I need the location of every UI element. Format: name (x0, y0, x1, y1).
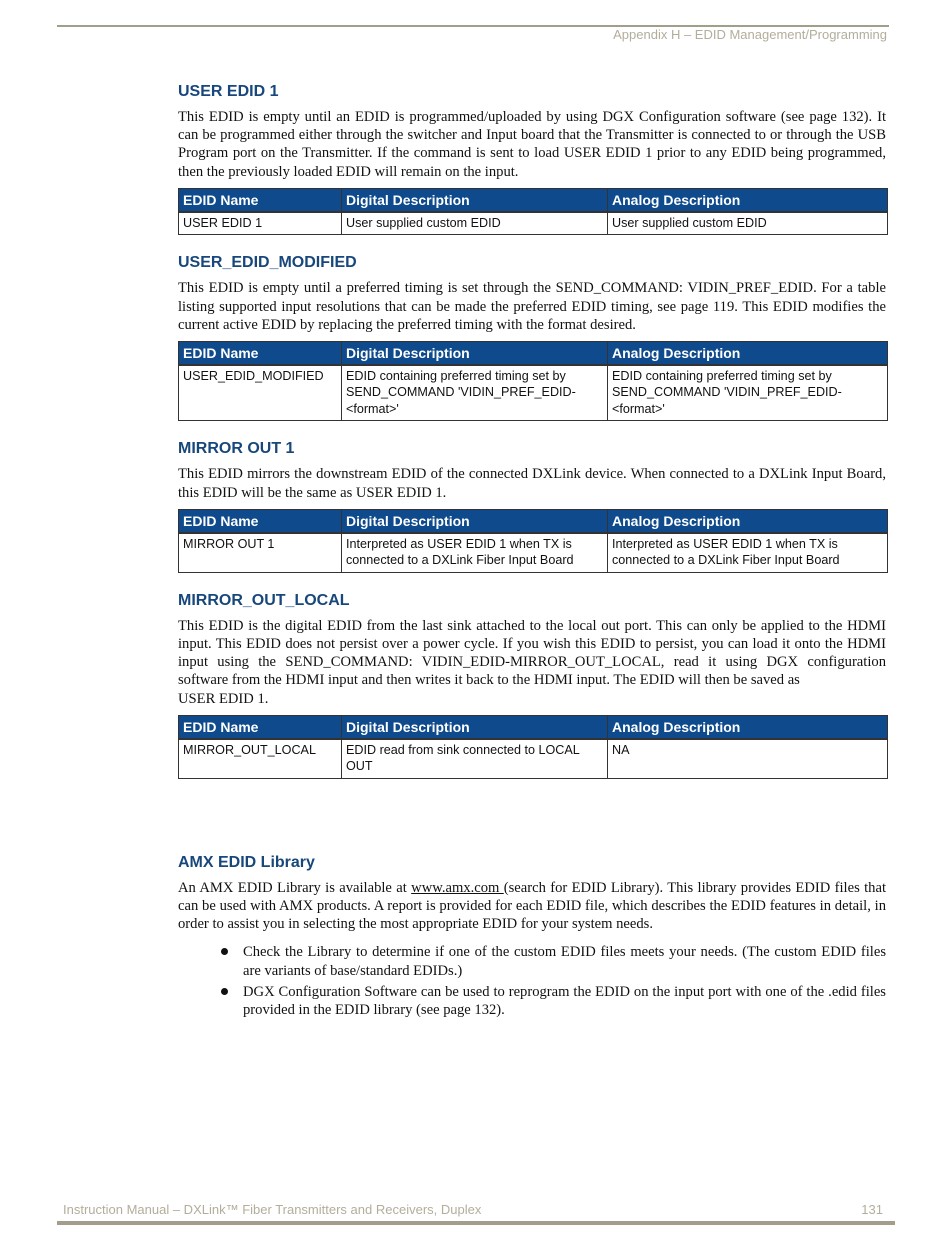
section-spacer (178, 797, 886, 853)
section-title-mirror-out-local: MIRROR_OUT_LOCAL (178, 591, 350, 609)
table-header-row (179, 509, 888, 533)
edid-table-mirror-out-local (178, 715, 888, 779)
header-edid-name: EDID Name (179, 715, 342, 739)
cell-digital-description: Interpreted as USER EDID 1 when TX is connected to a DXLink Fiber Input Board (342, 533, 608, 573)
cell-analog-description: EDID containing preferred timing set by SEND_COMMAND 'VIDIN_PREF_EDID-<format>' (608, 365, 888, 421)
edid-table-mirror-out-1 (178, 509, 888, 573)
library-intro-start: An AMX EDID Library is available at (178, 879, 412, 896)
running-head: Appendix H – EDID Management/Programming (613, 27, 887, 42)
table-row (179, 739, 888, 779)
bullet-text: Check the Library to determine if one of the custom EDID files meets your needs. (The custom EDID files are variants of base/standard EDIDs.) (243, 944, 886, 979)
bullet-text: DGX Configuration Software can be used to reprogram the EDID on the input port with one of the .edid files provided in the EDID library (see page 132). (243, 983, 886, 1019)
section-title-mirror-out-1: MIRROR OUT 1 (178, 440, 295, 458)
section-title-user-edid-1: USER EDID 1 (178, 83, 279, 100)
section-paragraph-tail: USER EDID 1. (178, 690, 269, 707)
library-bullet-list (178, 943, 886, 1019)
header-digital-description: Digital Description (342, 509, 608, 533)
header-digital-description: Digital Description (342, 188, 608, 212)
header-analog-description: Analog Description (608, 715, 888, 739)
library-intro (178, 879, 886, 934)
section-paragraph: This EDID mirrors the downstream EDID of the connected DXLink device. When connected to a DXLink Input Board, this EDID will be the same as USER EDID 1. (178, 466, 886, 501)
header-edid-name: EDID Name (179, 509, 342, 533)
library-intro-end: (search for EDID Library). This library provides EDID files that can be used with AMX products. A report is provided for each EDID file, which describes the EDID features in detail, in order to assist you in selecting the most appropriate EDID for your system needs. (178, 879, 886, 933)
section-paragraph: This EDID is empty until an EDID is programmed/uploaded by using DGX Configuration software (see page 132). It can be programmed either through the switcher and Input board that the Transmitter is connected to or through the USB Program port on the Transmitter. If the command is sent to load USER EDID 1 prior to any EDID being programmed, then the previously loaded EDID will remain on the input. (178, 109, 886, 180)
header-analog-description: Analog Description (608, 188, 888, 212)
edid-table-user-edid-1 (178, 188, 888, 236)
header-edid-name: EDID Name (179, 188, 342, 212)
table-header-row (179, 188, 888, 212)
cell-edid-name: USER EDID 1 (179, 212, 342, 235)
edid-table-user-edid-modified (178, 341, 888, 422)
table-row (179, 365, 888, 421)
table-header-row (179, 341, 888, 365)
section-title-amx-edid-library: AMX EDID Library (178, 853, 315, 871)
header-digital-description: Digital Description (342, 341, 608, 365)
bullet-icon (221, 948, 228, 955)
page-content (178, 82, 886, 1022)
cell-analog-description: Interpreted as USER EDID 1 when TX is connected to a DXLink Fiber Input Board (608, 533, 888, 573)
table-row (179, 212, 888, 235)
page-number: 131 (861, 1202, 883, 1217)
section-paragraph: This EDID is empty until a preferred timing is set through the SEND_COMMAND: VIDIN_PREF_EDID. For a table listing supported input resolutions that can be made the preferred EDID timing, see page 119. This EDID modifies the current active EDID by replacing the preferred timing with the format desired. (178, 280, 886, 333)
footer-rule (57, 1221, 895, 1225)
list-item (243, 983, 886, 1019)
cell-digital-description: EDID containing preferred timing set by SEND_COMMAND 'VIDIN_PREF_EDID-<format>' (342, 365, 608, 421)
cell-analog-description: NA (608, 739, 888, 779)
list-item (243, 943, 886, 979)
cell-digital-description: EDID read from sink connected to LOCAL OUT (342, 739, 608, 779)
cell-analog-description: User supplied custom EDID (608, 212, 888, 235)
cell-edid-name: MIRROR OUT 1 (179, 533, 342, 573)
bullet-icon (221, 988, 228, 995)
header-analog-description: Analog Description (608, 341, 888, 365)
footer-title: Instruction Manual – DXLink™ Fiber Transmitters and Receivers, Duplex (63, 1202, 482, 1217)
cell-edid-name: USER_EDID_MODIFIED (179, 365, 342, 421)
section-title-user-edid-modified: USER_EDID_MODIFIED (178, 254, 357, 272)
amx-website-link[interactable]: www.amx.com (411, 879, 504, 896)
table-row (179, 533, 888, 573)
cell-digital-description: User supplied custom EDID (342, 212, 608, 235)
table-header-row (179, 715, 888, 739)
header-edid-name: EDID Name (179, 341, 342, 365)
section-paragraph: This EDID is the digital EDID from the last sink attached to the local out port. This can only be applied to the HDMI input. This EDID does not persist over a power cycle. If you wish this EDID to persist, you can load it onto the HDMI input using the SEND_COMMAND: VIDIN_EDID-MIRROR_OUT_LOCAL, read it using DGX configuration software from the HDMI input and then writes it back to the HDMI input. The EDID will then be saved as (178, 617, 886, 689)
cell-edid-name: MIRROR_OUT_LOCAL (179, 739, 342, 779)
header-digital-description: Digital Description (342, 715, 608, 739)
header-analog-description: Analog Description (608, 509, 888, 533)
